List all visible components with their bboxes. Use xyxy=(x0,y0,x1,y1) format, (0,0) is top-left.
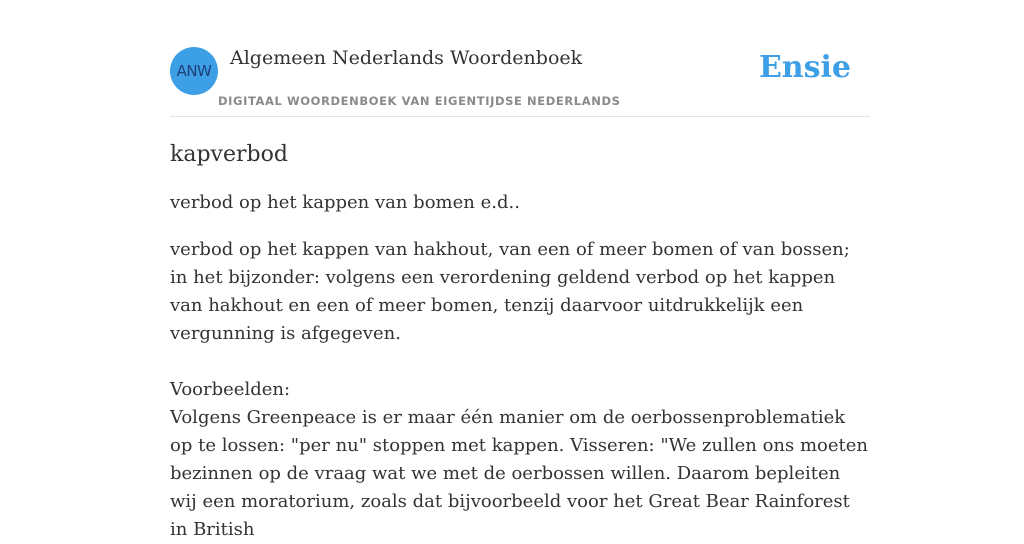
site-title[interactable]: Algemeen Nederlands Woordenboek xyxy=(230,47,583,69)
examples-label: Voorbeelden: xyxy=(170,379,291,400)
site-header xyxy=(170,44,870,117)
example-text: Volgens Greenpeace is er maar één manier om de oerbossenproblematiek op te lossen: "per nu" stoppen met kappen. Visseren: "We zullen ons moeten bezinnen op de vraag wat we met de oerbossen willen. Daarom bepleiten wij een moratorium, zoals dat bijvoorbeeld voor het Great Bear Rainforest in British xyxy=(170,407,868,540)
short-definition: verbod op het kappen van bomen e.d.. xyxy=(170,192,520,213)
long-definition: verbod op het kappen van hakhout, van een of meer bomen of van bossen; in het bijzonder: volgens een verordening geldend verbod op het kappen van hakhout en een of meer bomen, tenzij daarvoor uitdrukkelijk een vergunning is afgegeven. xyxy=(170,239,850,344)
anw-logo[interactable]: ANW xyxy=(170,47,218,95)
ensie-brand-link[interactable]: Ensie xyxy=(758,50,851,85)
entry-content xyxy=(170,138,870,544)
page-title: kapverbod xyxy=(170,142,288,167)
site-subtitle: DIGITAAL WOORDENBOEK VAN EIGENTIJDSE NEDERLANDS xyxy=(218,94,621,108)
